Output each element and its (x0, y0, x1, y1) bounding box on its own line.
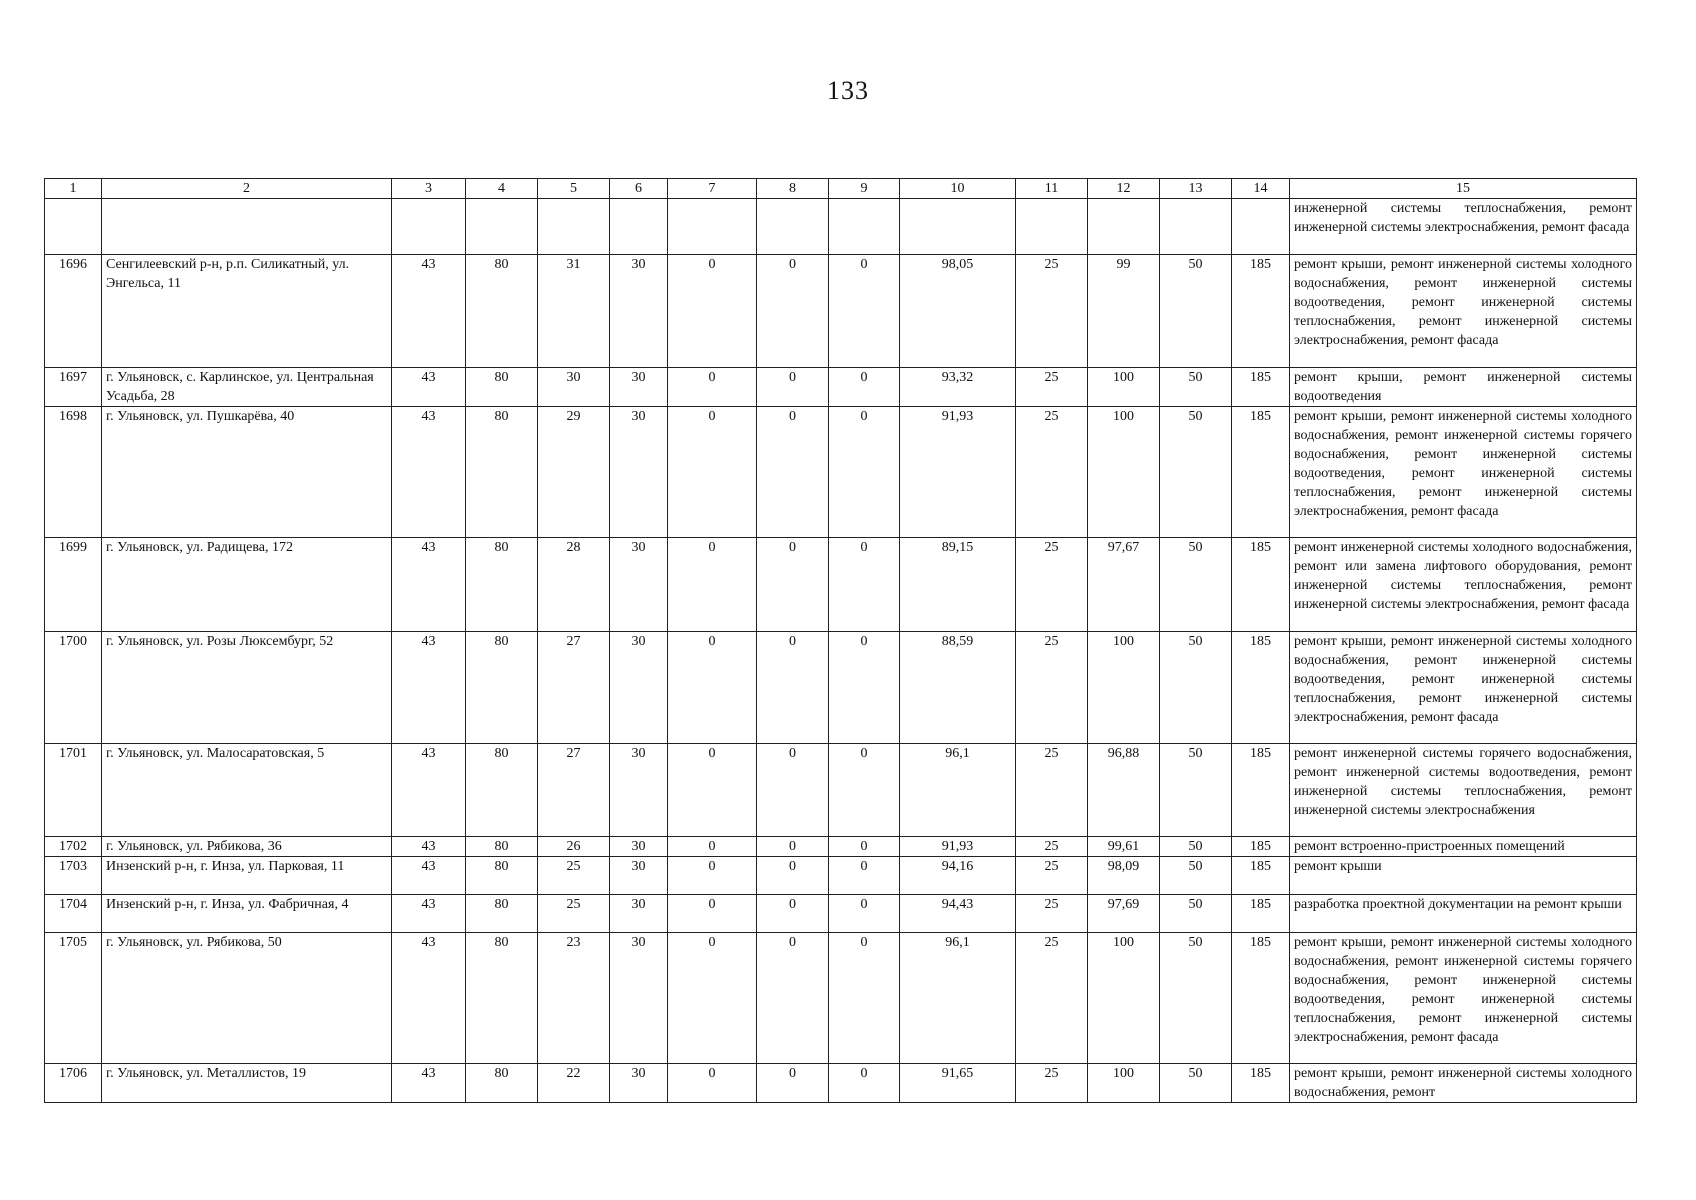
value-cell: 43 (392, 744, 466, 837)
value-cell: 0 (829, 255, 900, 368)
address-cell: Сенгилеевский р-н, р.п. Силикатный, ул. Энгельса, 11 (102, 255, 392, 368)
value-cell: 0 (668, 368, 757, 407)
value-cell: 50 (1160, 1064, 1232, 1103)
value-cell: 0 (757, 895, 829, 933)
table-row (45, 632, 1637, 744)
column-header: 13 (1160, 179, 1232, 199)
table-row (45, 538, 1637, 632)
value-cell (466, 199, 538, 255)
value-cell: 30 (610, 368, 668, 407)
value-cell (757, 199, 829, 255)
address-cell: г. Ульяновск, ул. Радищева, 172 (102, 538, 392, 632)
table-row (45, 837, 1637, 857)
value-cell: 30 (610, 933, 668, 1064)
works-cell: ремонт инженерной системы горячего водоснабжения, ремонт инженерной системы водоотведения, ремонт инженерной системы теплоснабжения, ремонт инженерной системы электроснабжения (1290, 744, 1637, 837)
value-cell: 80 (466, 632, 538, 744)
address-cell: Инзенский р-н, г. Инза, ул. Парковая, 11 (102, 857, 392, 895)
value-cell: 25 (1016, 837, 1088, 857)
value-cell: 100 (1088, 933, 1160, 1064)
value-cell: 185 (1232, 632, 1290, 744)
value-cell: 50 (1160, 632, 1232, 744)
value-cell: 91,93 (900, 837, 1016, 857)
value-cell: 88,59 (900, 632, 1016, 744)
value-cell (610, 199, 668, 255)
value-cell: 43 (392, 407, 466, 538)
row-number-cell: 1704 (45, 895, 102, 933)
value-cell: 31 (538, 255, 610, 368)
value-cell: 0 (668, 933, 757, 1064)
address-cell: г. Ульяновск, ул. Пушкарёва, 40 (102, 407, 392, 538)
value-cell: 185 (1232, 895, 1290, 933)
value-cell: 0 (668, 1064, 757, 1103)
value-cell (1088, 199, 1160, 255)
value-cell: 80 (466, 1064, 538, 1103)
value-cell: 80 (466, 407, 538, 538)
value-cell: 185 (1232, 368, 1290, 407)
value-cell: 185 (1232, 255, 1290, 368)
value-cell (668, 199, 757, 255)
row-number-cell: 1701 (45, 744, 102, 837)
value-cell: 96,1 (900, 933, 1016, 1064)
works-cell: ремонт крыши, ремонт инженерной системы холодного водоснабжения, ремонт инженерной системы горячего водоснабжения, ремонт инженерной системы водоотведения, ремонт инженерной системы теплоснабжения, ремонт инженерной системы электроснабжения, ремонт фасада (1290, 933, 1637, 1064)
value-cell: 30 (610, 407, 668, 538)
value-cell: 23 (538, 933, 610, 1064)
row-number-cell: 1706 (45, 1064, 102, 1103)
value-cell: 30 (610, 255, 668, 368)
value-cell: 185 (1232, 1064, 1290, 1103)
address-cell: г. Ульяновск, ул. Металлистов, 19 (102, 1064, 392, 1103)
value-cell: 98,09 (1088, 857, 1160, 895)
value-cell: 25 (1016, 1064, 1088, 1103)
value-cell: 0 (757, 857, 829, 895)
value-cell (1016, 199, 1088, 255)
value-cell: 80 (466, 837, 538, 857)
value-cell: 0 (668, 895, 757, 933)
value-cell: 50 (1160, 744, 1232, 837)
value-cell: 80 (466, 255, 538, 368)
value-cell: 25 (1016, 255, 1088, 368)
value-cell: 30 (538, 368, 610, 407)
value-cell: 25 (1016, 538, 1088, 632)
value-cell: 93,32 (900, 368, 1016, 407)
address-cell: Инзенский р-н, г. Инза, ул. Фабричная, 4 (102, 895, 392, 933)
row-number-cell: 1699 (45, 538, 102, 632)
value-cell: 50 (1160, 255, 1232, 368)
value-cell: 100 (1088, 368, 1160, 407)
column-header: 3 (392, 179, 466, 199)
value-cell: 43 (392, 632, 466, 744)
column-header: 14 (1232, 179, 1290, 199)
value-cell: 50 (1160, 407, 1232, 538)
value-cell: 0 (757, 538, 829, 632)
value-cell: 25 (1016, 857, 1088, 895)
table-row (45, 933, 1637, 1064)
table-row (45, 255, 1637, 368)
value-cell: 100 (1088, 1064, 1160, 1103)
value-cell: 25 (1016, 632, 1088, 744)
value-cell: 0 (668, 837, 757, 857)
value-cell: 0 (829, 368, 900, 407)
value-cell: 30 (610, 837, 668, 857)
works-cell: ремонт крыши, ремонт инженерной системы холодного водоснабжения, ремонт инженерной системы горячего водоснабжения, ремонт инженерной системы водоотведения, ремонт инженерной системы теплоснабжения, ремонт инженерной системы электроснабжения, ремонт фасада (1290, 407, 1637, 538)
works-cell: ремонт крыши, ремонт инженерной системы холодного водоснабжения, ремонт инженерной системы водоотведения, ремонт инженерной системы теплоснабжения, ремонт инженерной системы электроснабжения, ремонт фасада (1290, 255, 1637, 368)
works-cell: ремонт крыши (1290, 857, 1637, 895)
value-cell: 43 (392, 857, 466, 895)
value-cell: 0 (829, 857, 900, 895)
value-cell: 97,67 (1088, 538, 1160, 632)
value-cell: 0 (829, 933, 900, 1064)
page-number: 133 (827, 76, 869, 105)
value-cell: 99,61 (1088, 837, 1160, 857)
value-cell: 0 (757, 255, 829, 368)
value-cell: 30 (610, 538, 668, 632)
table-row (45, 744, 1637, 837)
value-cell: 30 (610, 1064, 668, 1103)
value-cell: 80 (466, 744, 538, 837)
value-cell: 26 (538, 837, 610, 857)
table-row (45, 857, 1637, 895)
value-cell: 0 (757, 933, 829, 1064)
value-cell: 100 (1088, 407, 1160, 538)
value-cell: 25 (1016, 744, 1088, 837)
value-cell: 30 (610, 632, 668, 744)
housing-repair-table (44, 178, 1637, 1103)
value-cell: 50 (1160, 857, 1232, 895)
value-cell: 96,88 (1088, 744, 1160, 837)
value-cell: 80 (466, 538, 538, 632)
column-header: 4 (466, 179, 538, 199)
value-cell (900, 199, 1016, 255)
table-body (45, 179, 1637, 1103)
value-cell: 50 (1160, 368, 1232, 407)
table-row (45, 199, 1637, 255)
column-header: 2 (102, 179, 392, 199)
address-cell: г. Ульяновск, ул. Рябикова, 50 (102, 933, 392, 1064)
column-header: 11 (1016, 179, 1088, 199)
row-number-cell: 1697 (45, 368, 102, 407)
value-cell: 0 (757, 837, 829, 857)
value-cell: 80 (466, 895, 538, 933)
address-cell: г. Ульяновск, ул. Малосаратовская, 5 (102, 744, 392, 837)
value-cell: 0 (829, 744, 900, 837)
value-cell: 0 (668, 857, 757, 895)
works-cell: ремонт крыши, ремонт инженерной системы холодного водоснабжения, ремонт инженерной системы водоотведения, ремонт инженерной системы теплоснабжения, ремонт инженерной системы электроснабжения, ремонт фасада (1290, 632, 1637, 744)
value-cell: 43 (392, 1064, 466, 1103)
value-cell: 91,65 (900, 1064, 1016, 1103)
value-cell: 80 (466, 368, 538, 407)
column-header: 7 (668, 179, 757, 199)
value-cell: 25 (1016, 933, 1088, 1064)
column-header: 1 (45, 179, 102, 199)
value-cell: 185 (1232, 744, 1290, 837)
value-cell: 50 (1160, 933, 1232, 1064)
value-cell (538, 199, 610, 255)
value-cell: 0 (668, 744, 757, 837)
value-cell: 97,69 (1088, 895, 1160, 933)
value-cell: 22 (538, 1064, 610, 1103)
value-cell: 0 (757, 1064, 829, 1103)
value-cell: 185 (1232, 857, 1290, 895)
value-cell: 80 (466, 857, 538, 895)
column-header: 9 (829, 179, 900, 199)
value-cell: 29 (538, 407, 610, 538)
column-header: 8 (757, 179, 829, 199)
value-cell: 25 (538, 895, 610, 933)
row-number-cell: 1696 (45, 255, 102, 368)
value-cell: 185 (1232, 538, 1290, 632)
value-cell: 25 (1016, 368, 1088, 407)
table-row (45, 895, 1637, 933)
value-cell: 30 (610, 895, 668, 933)
value-cell (829, 199, 900, 255)
works-cell: ремонт инженерной системы холодного водоснабжения, ремонт или замена лифтового оборудования, ремонт инженерной системы теплоснабжения, ремонт инженерной системы электроснабжения, ремонт фасада (1290, 538, 1637, 632)
value-cell: 0 (668, 255, 757, 368)
column-header: 5 (538, 179, 610, 199)
row-number-cell: 1705 (45, 933, 102, 1064)
value-cell (1232, 199, 1290, 255)
value-cell: 96,1 (900, 744, 1016, 837)
row-number-cell: 1698 (45, 407, 102, 538)
value-cell: 0 (757, 407, 829, 538)
value-cell: 0 (757, 744, 829, 837)
row-number-cell: 1700 (45, 632, 102, 744)
value-cell: 185 (1232, 407, 1290, 538)
value-cell: 0 (757, 368, 829, 407)
works-cell: ремонт крыши, ремонт инженерной системы холодного водоснабжения, ремонт (1290, 1064, 1637, 1103)
column-header: 10 (900, 179, 1016, 199)
value-cell: 50 (1160, 837, 1232, 857)
value-cell: 99 (1088, 255, 1160, 368)
column-header: 6 (610, 179, 668, 199)
value-cell: 0 (829, 407, 900, 538)
value-cell: 43 (392, 255, 466, 368)
column-header: 12 (1088, 179, 1160, 199)
address-cell: г. Ульяновск, ул. Розы Люксембург, 52 (102, 632, 392, 744)
value-cell: 25 (1016, 407, 1088, 538)
address-cell (102, 199, 392, 255)
value-cell: 0 (829, 632, 900, 744)
value-cell: 91,93 (900, 407, 1016, 538)
value-cell: 0 (668, 407, 757, 538)
value-cell: 43 (392, 933, 466, 1064)
value-cell: 27 (538, 632, 610, 744)
table-row (45, 368, 1637, 407)
value-cell: 43 (392, 538, 466, 632)
value-cell: 94,43 (900, 895, 1016, 933)
row-number-cell: 1703 (45, 857, 102, 895)
value-cell: 0 (668, 632, 757, 744)
address-cell: г. Ульяновск, с. Карлинское, ул. Центральная Усадьба, 28 (102, 368, 392, 407)
works-cell: инженерной системы теплоснабжения, ремонт инженерной системы электроснабжения, ремонт фасада (1290, 199, 1637, 255)
row-number-cell (45, 199, 102, 255)
value-cell: 30 (610, 857, 668, 895)
value-cell: 100 (1088, 632, 1160, 744)
value-cell: 89,15 (900, 538, 1016, 632)
address-cell: г. Ульяновск, ул. Рябикова, 36 (102, 837, 392, 857)
value-cell: 28 (538, 538, 610, 632)
column-header: 15 (1290, 179, 1637, 199)
value-cell: 0 (829, 837, 900, 857)
value-cell (392, 199, 466, 255)
works-cell: ремонт крыши, ремонт инженерной системы водоотведения (1290, 368, 1637, 407)
value-cell (1160, 199, 1232, 255)
value-cell: 50 (1160, 895, 1232, 933)
value-cell: 185 (1232, 837, 1290, 857)
value-cell: 43 (392, 895, 466, 933)
value-cell: 30 (610, 744, 668, 837)
table-row (45, 407, 1637, 538)
column-number-row (45, 179, 1637, 199)
value-cell: 25 (1016, 895, 1088, 933)
value-cell: 25 (538, 857, 610, 895)
value-cell: 27 (538, 744, 610, 837)
row-number-cell: 1702 (45, 837, 102, 857)
value-cell: 94,16 (900, 857, 1016, 895)
works-cell: разработка проектной документации на ремонт крыши (1290, 895, 1637, 933)
value-cell: 0 (829, 538, 900, 632)
value-cell: 50 (1160, 538, 1232, 632)
table-row (45, 1064, 1637, 1103)
value-cell: 185 (1232, 933, 1290, 1064)
value-cell: 98,05 (900, 255, 1016, 368)
value-cell: 0 (668, 538, 757, 632)
value-cell: 0 (829, 1064, 900, 1103)
value-cell: 43 (392, 837, 466, 857)
works-cell: ремонт встроенно-пристроенных помещений (1290, 837, 1637, 857)
value-cell: 80 (466, 933, 538, 1064)
value-cell: 0 (757, 632, 829, 744)
value-cell: 43 (392, 368, 466, 407)
value-cell: 0 (829, 895, 900, 933)
